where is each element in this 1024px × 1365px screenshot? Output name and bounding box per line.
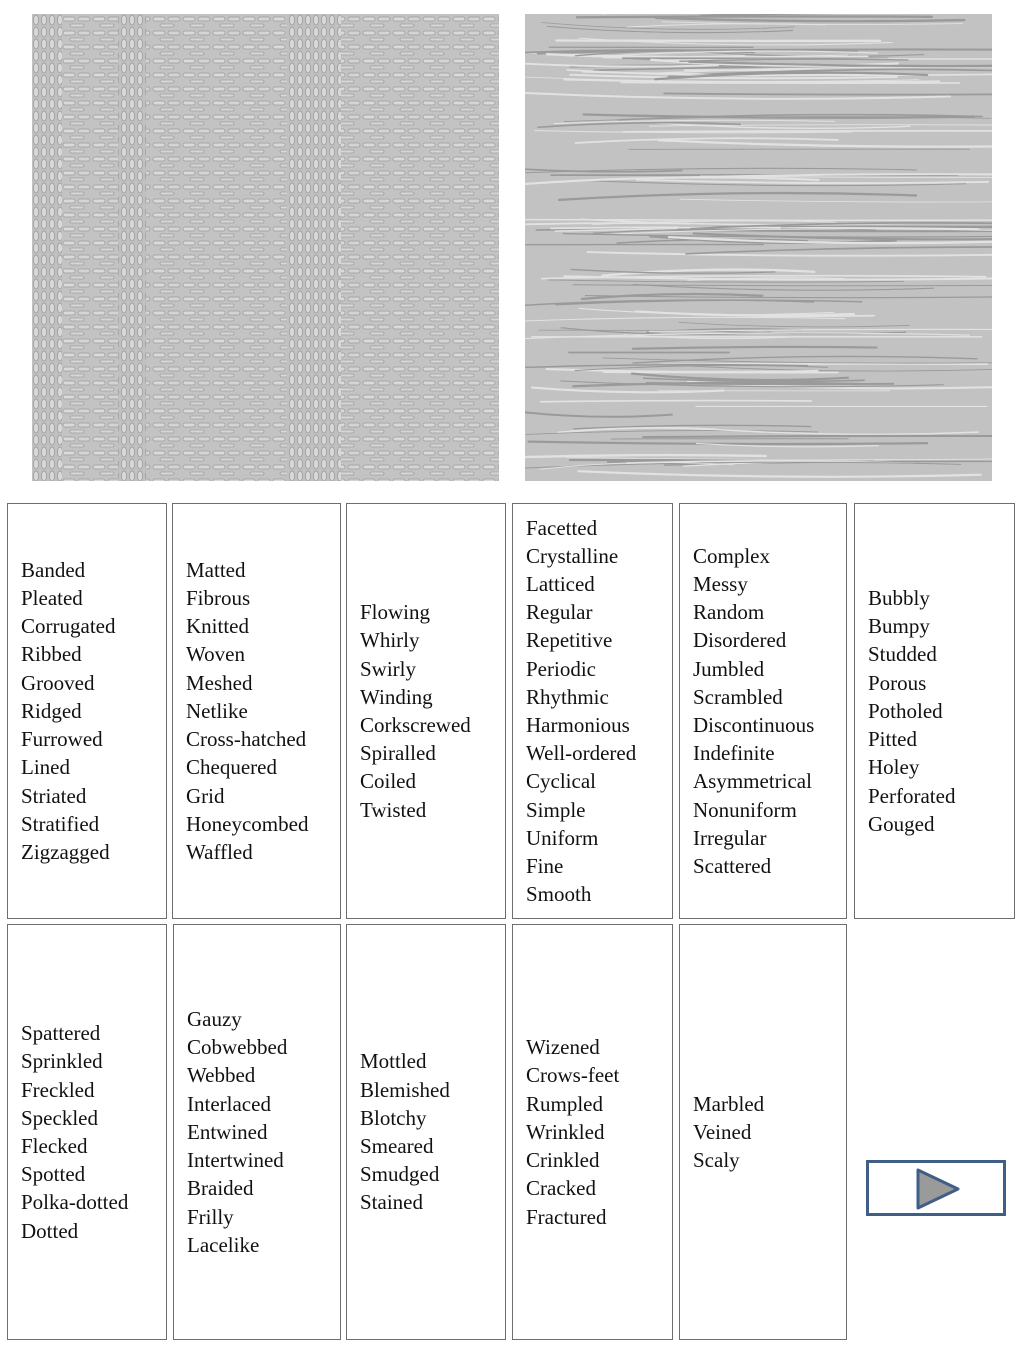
word-item: Netlike <box>186 698 248 723</box>
word-item: Simple <box>526 797 586 822</box>
word-item: Striated <box>21 783 87 808</box>
word-item: Sprinkled <box>21 1049 103 1074</box>
word-item: Waffled <box>186 839 253 864</box>
word-item: Scrambled <box>693 684 783 709</box>
word-item: Spiralled <box>360 741 436 766</box>
word-item: Grid <box>186 783 225 808</box>
word-group-box[interactable] <box>679 924 847 1340</box>
word-item: Woven <box>186 642 245 667</box>
grain-streak <box>643 436 992 437</box>
word-item: Ridged <box>21 698 82 723</box>
word-item: Blotchy <box>360 1105 427 1130</box>
word-group-box[interactable] <box>173 924 341 1340</box>
word-group-box[interactable] <box>512 503 673 919</box>
word-item: Studded <box>868 642 937 667</box>
word-item: Wrinkled <box>526 1119 605 1144</box>
word-item: Smudged <box>360 1162 440 1187</box>
word-group-box[interactable] <box>512 924 673 1340</box>
word-group-box[interactable] <box>679 503 847 919</box>
word-item: Pleated <box>21 586 83 611</box>
word-item: Fractured <box>526 1204 607 1229</box>
grain-streak <box>624 131 992 132</box>
word-item: Lacelike <box>187 1232 260 1257</box>
word-item: Rumpled <box>526 1091 603 1116</box>
word-item: Flecked <box>21 1134 88 1158</box>
word-list <box>8 1019 128 1245</box>
word-item: Marbled <box>693 1091 765 1116</box>
word-item: Lined <box>21 755 70 780</box>
word-item: Grooved <box>21 670 95 695</box>
word-item: Banded <box>21 557 86 582</box>
word-item: Messy <box>693 571 748 596</box>
word-item: Pitted <box>868 727 918 752</box>
word-group-box[interactable] <box>854 503 1015 919</box>
word-item: Cross-hatched <box>186 727 307 752</box>
word-item: Cyclical <box>526 769 596 794</box>
word-item: Disordered <box>693 628 787 653</box>
word-item: Holey <box>868 755 920 780</box>
word-item: Uniform <box>526 825 599 850</box>
play-triangle-icon <box>915 1168 961 1210</box>
word-item: Corkscrewed <box>360 713 471 737</box>
word-item: Cracked <box>526 1176 596 1201</box>
word-list <box>347 1047 450 1216</box>
word-item: Smooth <box>526 882 592 907</box>
word-list <box>855 584 955 838</box>
word-item: Stained <box>360 1190 423 1215</box>
word-item: Potholed <box>868 698 943 723</box>
word-item: Indefinite <box>693 741 775 766</box>
word-item: Crows-feet <box>526 1063 620 1088</box>
word-list <box>513 1033 619 1230</box>
word-group-box[interactable] <box>7 503 167 919</box>
grain-streak <box>551 227 780 228</box>
word-group-box[interactable] <box>346 924 506 1340</box>
word-item: Asymmetrical <box>693 769 812 794</box>
word-item: Speckled <box>21 1105 98 1130</box>
texture-image-right <box>525 14 992 481</box>
grain-streak <box>604 372 838 373</box>
word-item: Polka-dotted <box>21 1190 129 1215</box>
word-item: Wizened <box>526 1035 600 1060</box>
word-item: Smeared <box>360 1134 434 1158</box>
word-item: Cobwebbed <box>187 1035 288 1060</box>
word-list <box>513 514 636 909</box>
word-item: Flowing <box>360 600 431 625</box>
word-item: Corrugated <box>21 614 116 639</box>
word-item: Mottled <box>360 1049 427 1074</box>
word-list <box>174 1005 287 1259</box>
word-item: Random <box>693 600 765 625</box>
word-item: Scattered <box>693 854 772 879</box>
word-list <box>173 556 308 866</box>
grain-streak <box>525 220 992 221</box>
word-item: Discontinuous <box>693 713 815 737</box>
word-list <box>8 556 115 866</box>
word-item: Honeycombed <box>186 811 309 836</box>
word-item: Freckled <box>21 1077 95 1102</box>
word-item: Bubbly <box>868 586 930 611</box>
word-group-box[interactable] <box>346 503 506 919</box>
word-item: Knitted <box>186 614 249 639</box>
word-list <box>680 542 814 880</box>
word-item: Braided <box>187 1176 254 1201</box>
word-item: Irregular <box>693 825 767 850</box>
word-item: Furrowed <box>21 727 103 752</box>
word-item: Facetted <box>526 515 598 540</box>
word-item: Rhythmic <box>526 684 609 709</box>
word-item: Crinkled <box>526 1148 600 1173</box>
next-button[interactable] <box>866 1160 1006 1216</box>
word-item: Nonuniform <box>693 797 797 822</box>
word-item: Regular <box>526 600 593 625</box>
word-item: Fine <box>526 854 564 879</box>
word-item: Gauzy <box>187 1007 242 1032</box>
word-item: Perforated <box>868 783 956 808</box>
word-list <box>680 1090 764 1175</box>
word-item: Porous <box>868 670 927 695</box>
word-item: Matted <box>186 557 246 582</box>
grain-streak <box>621 83 959 84</box>
word-list <box>347 598 471 824</box>
word-item: Twisted <box>360 797 427 822</box>
word-item: Winding <box>360 684 433 709</box>
word-item: Repetitive <box>526 628 613 653</box>
word-item: Well-ordered <box>526 741 637 766</box>
word-item: Latticed <box>526 571 595 596</box>
word-item: Jumbled <box>693 656 765 681</box>
word-item: Stratified <box>21 811 100 836</box>
texture-image-left <box>32 14 499 481</box>
word-item: Bumpy <box>868 614 930 639</box>
word-group-box[interactable] <box>172 503 341 919</box>
word-item: Gouged <box>868 811 935 836</box>
word-item: Intertwined <box>187 1148 284 1173</box>
word-item: Crystalline <box>526 543 619 568</box>
word-item: Spotted <box>21 1162 86 1187</box>
word-item: Entwined <box>187 1119 268 1144</box>
word-item: Spattered <box>21 1021 101 1046</box>
word-item: Frilly <box>187 1204 234 1229</box>
word-item: Interlaced <box>187 1091 271 1116</box>
word-item: Periodic <box>526 656 596 681</box>
word-item: Veined <box>693 1119 752 1144</box>
grain-streak <box>577 16 932 17</box>
grain-texture-graphic <box>525 14 992 481</box>
word-item: Whirly <box>360 628 420 653</box>
word-item: Scaly <box>693 1148 740 1173</box>
woven-texture-graphic <box>32 14 499 481</box>
word-item: Zigzagged <box>21 839 110 864</box>
word-item: Swirly <box>360 656 417 681</box>
word-item: Meshed <box>186 670 253 695</box>
word-item: Fibrous <box>186 586 251 611</box>
word-item: Harmonious <box>526 713 630 737</box>
word-item: Coiled <box>360 769 416 794</box>
word-item: Chequered <box>186 755 277 780</box>
word-item: Complex <box>693 543 770 568</box>
word-item: Ribbed <box>21 642 82 667</box>
word-item: Webbed <box>187 1063 256 1088</box>
word-item: Dotted <box>21 1218 79 1243</box>
word-item: Blemished <box>360 1077 450 1102</box>
word-group-box[interactable] <box>7 924 167 1340</box>
